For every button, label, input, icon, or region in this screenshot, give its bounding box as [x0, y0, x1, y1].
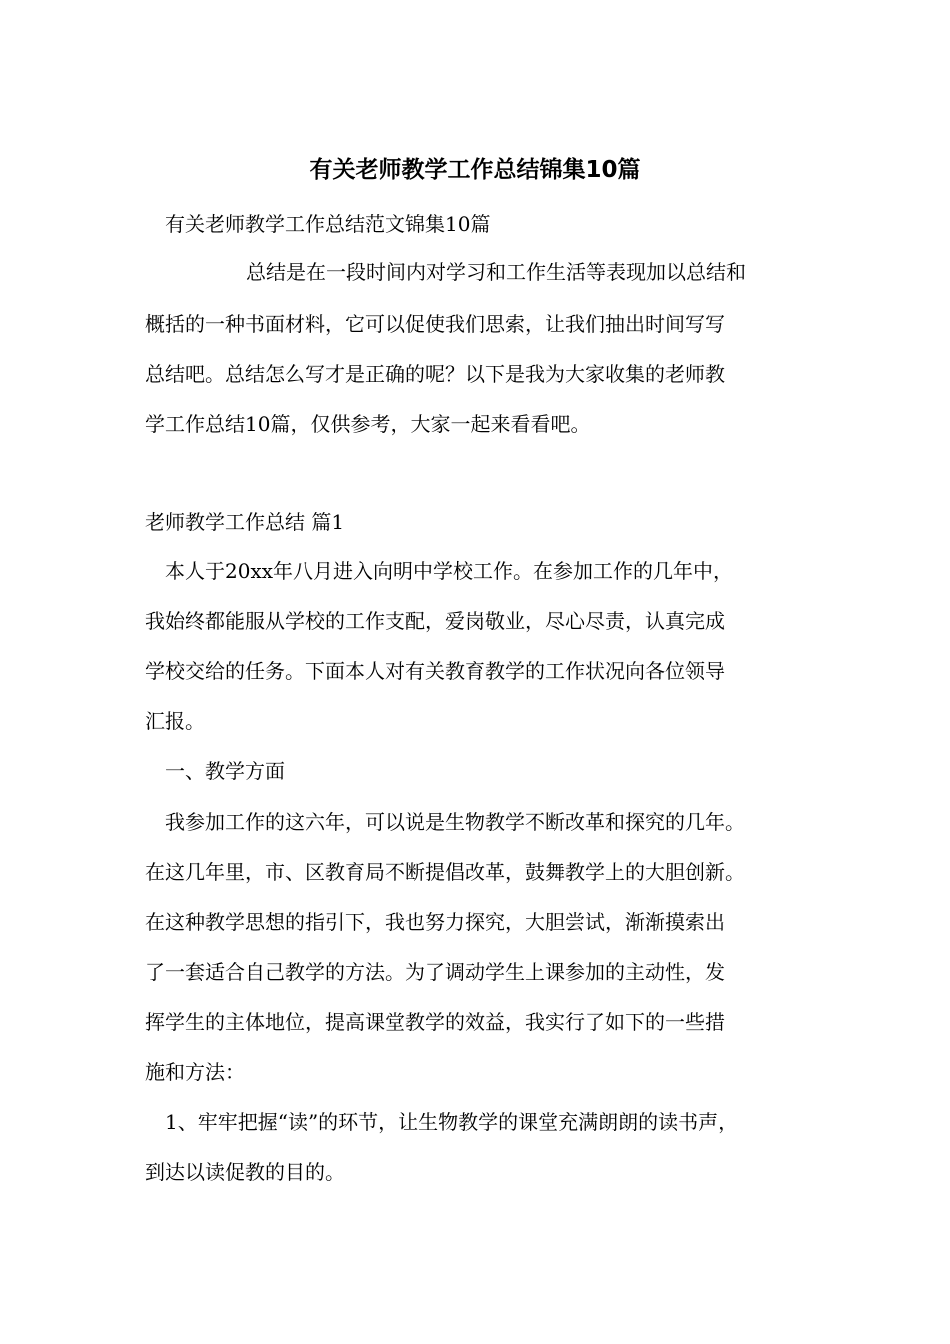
paragraph-line: 学校交给的任务。下面本人对有关教育教学的工作状况向各位领导	[145, 659, 725, 683]
paragraph-line: 我始终都能服从学校的工作支配，爱岗敬业，尽心尽责，认真完成	[145, 609, 725, 633]
document-title: 有关老师教学工作总结锦集10篇	[309, 157, 641, 183]
intro-line: 概括的一种书面材料，它可以促使我们思索，让我们抽出时间写写	[145, 312, 725, 336]
paragraph-line: 本人于20xx年八月进入向明中学校工作。在参加工作的几年中，	[165, 559, 734, 583]
intro-line: 总结吧。总结怎么写才是正确的呢？以下是我为大家收集的老师教	[145, 362, 725, 386]
paragraph-line: 施和方法：	[145, 1060, 245, 1084]
document-subtitle: 有关老师教学工作总结范文锦集10篇	[165, 212, 491, 236]
paragraph-line: 到达以读促教的目的。	[145, 1160, 345, 1184]
intro-line: 总结是在一段时间内对学习和工作生活等表现加以总结和	[246, 260, 746, 284]
sub-heading: 一、教学方面	[165, 759, 285, 783]
paragraph-line: 汇报。	[145, 709, 205, 733]
section-heading: 老师教学工作总结 篇1	[145, 510, 345, 534]
intro-line: 学工作总结10篇，仅供参考，大家一起来看看吧。	[145, 412, 591, 436]
paragraph-line: 挥学生的主体地位，提高课堂教学的效益，我实行了如下的一些措	[145, 1010, 725, 1034]
paragraph-line: 在这几年里，市、区教育局不断提倡改革，鼓舞教学上的大胆创新。	[145, 860, 745, 884]
paragraph-line: 在这种教学思想的指引下，我也努力探究，大胆尝试，渐渐摸索出	[145, 910, 725, 934]
paragraph-line: 1、牢牢把握“读”的环节，让生物教学的课堂充满朗朗的读书声，	[165, 1110, 739, 1134]
paragraph-line: 了一套适合自己教学的方法。为了调动学生上课参加的主动性，发	[145, 960, 725, 984]
paragraph-line: 我参加工作的这六年，可以说是生物教学不断改革和探究的几年。	[165, 810, 745, 834]
